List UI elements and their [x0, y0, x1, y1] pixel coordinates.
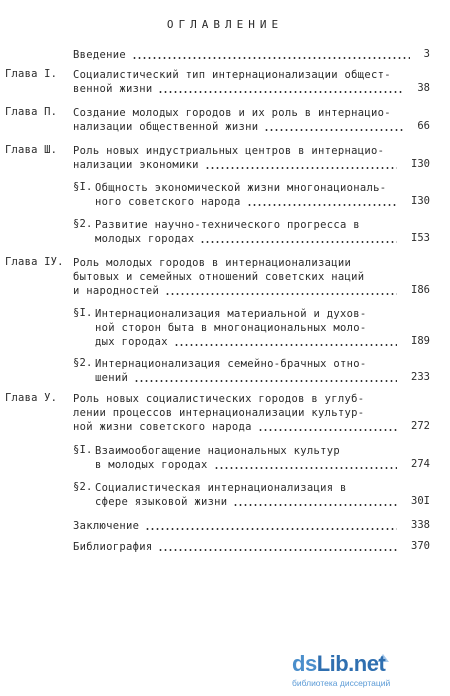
- toc-entry-text-line: и народностей: [73, 285, 160, 297]
- toc-entry-text-line: нализации общественной жизни: [73, 121, 259, 133]
- toc-dot-leader: [158, 549, 397, 551]
- toc-chapter-label: Глава Ш.: [5, 144, 58, 156]
- toc-entry-text-line: молодых городах: [95, 233, 195, 245]
- toc-entry-text-line: Интернационализация семейно-брачных отно-: [95, 358, 367, 370]
- toc-entry-text-line: венной жизни: [73, 83, 153, 95]
- toc-page-number: 370: [411, 540, 430, 552]
- toc-entry-text-line: Введение: [73, 49, 126, 61]
- toc-entry-text-line: Роль новых индустриальных центров в интернацио-: [73, 145, 385, 157]
- toc-dot-leader: [200, 241, 397, 243]
- toc-dot-leader: [205, 167, 397, 169]
- toc-entry-text-line: лении процессов интернационализации культур-: [73, 407, 365, 419]
- toc-page-number: I30: [411, 158, 430, 170]
- toc-dot-leader: [165, 293, 397, 295]
- toc-page-number: I86: [411, 284, 430, 296]
- toc-entry-text-line: дых городах: [95, 336, 168, 348]
- toc-dot-leader: [174, 344, 397, 346]
- toc-chapter-label: Глава IУ.: [5, 256, 64, 268]
- toc-page-number: 66: [417, 120, 430, 132]
- toc-dot-leader: [214, 467, 397, 469]
- toc-entry-text-line: ной жизни советского народа: [73, 421, 252, 433]
- toc-entry-text-line: нализации экономики: [73, 159, 199, 171]
- logo-subtitle: библиотека диссертаций: [292, 678, 391, 688]
- logo-suffix: Lib.net: [316, 651, 386, 676]
- toc-chapter-label: §2.: [73, 218, 93, 230]
- toc-entry-text-line: Развитие научно-технического прогресса в: [95, 219, 360, 231]
- toc-chapter-label: Глава П.: [5, 106, 58, 118]
- toc-entry-text-line: бытовых и семейных отношений советских наций: [73, 271, 365, 283]
- toc-page-number: I89: [411, 335, 430, 347]
- toc-page-number: 272: [411, 420, 430, 432]
- toc-entry-text-line: Социалистическая интернационализация в: [95, 482, 347, 494]
- toc-dot-leader: [134, 380, 397, 382]
- toc-page-number: 30I: [411, 495, 430, 507]
- toc-chapter-label: §I.: [73, 181, 93, 193]
- toc-page-number: 3: [423, 48, 430, 60]
- toc-entry-text-line: в молодых городах: [95, 459, 208, 471]
- toc-page-number: 233: [411, 371, 430, 383]
- toc-page-number: 38: [417, 82, 430, 94]
- logo-mark: [292, 651, 385, 677]
- toc-page-number: 274: [411, 458, 430, 470]
- toc-entry[interactable]: [0, 540, 450, 600]
- toc-chapter-label: Глава У.: [5, 392, 58, 404]
- toc-entry-text-line: Социалистический тип интернационализации общест-: [73, 69, 391, 81]
- toc-entry-text-line: ного советского народа: [95, 196, 241, 208]
- toc-entry-text-line: Общность экономической жизни многонациональ-: [95, 182, 387, 194]
- logo-prefix: ds: [292, 651, 317, 676]
- toc-title: ОГЛАВЛЕНИЕ: [166, 18, 284, 31]
- toc-entry-text-line: шений: [95, 372, 129, 384]
- toc-entry-text-line: Взаимообогащение национальных культур: [95, 445, 340, 457]
- toc-entry-text-line: сфере языковой жизни: [95, 496, 228, 508]
- toc-dot-leader: [233, 504, 397, 506]
- toc-chapter-label: Глава I.: [5, 68, 58, 80]
- toc-dot-leader: [264, 129, 403, 131]
- toc-page-number: I53: [411, 232, 430, 244]
- toc-dot-leader: [145, 528, 397, 530]
- toc-entry-text-line: Интернационализация материальной и духов-: [95, 308, 367, 320]
- toc-dot-leader: [247, 204, 397, 206]
- toc-entry-text-line: Роль новых социалистических городов в углуб-: [73, 393, 365, 405]
- toc-page-number: 338: [411, 519, 430, 531]
- toc-chapter-label: §I.: [73, 444, 93, 456]
- toc-entry[interactable]: [0, 392, 450, 452]
- toc-chapter-label: §2.: [73, 357, 93, 369]
- toc-entry-text-line: Библиография: [73, 541, 153, 553]
- toc-dot-leader: [132, 57, 410, 59]
- toc-entry-text-line: ной сторон быта в многонациональных моло-: [95, 322, 367, 334]
- toc-entry-text-line: Роль молодых городов в интернационализации: [73, 257, 352, 269]
- toc-dot-leader: [158, 91, 403, 93]
- toc-page-number: I30: [411, 195, 430, 207]
- toc-chapter-label: §I.: [73, 307, 93, 319]
- toc-dot-leader: [258, 429, 397, 431]
- toc-entry-text-line: Создание молодых городов и их роль в интернацио-: [73, 107, 391, 119]
- toc-chapter-label: §2.: [73, 481, 93, 493]
- dslib-logo[interactable]: [292, 648, 432, 688]
- toc-entry-text-line: Заключение: [73, 520, 140, 532]
